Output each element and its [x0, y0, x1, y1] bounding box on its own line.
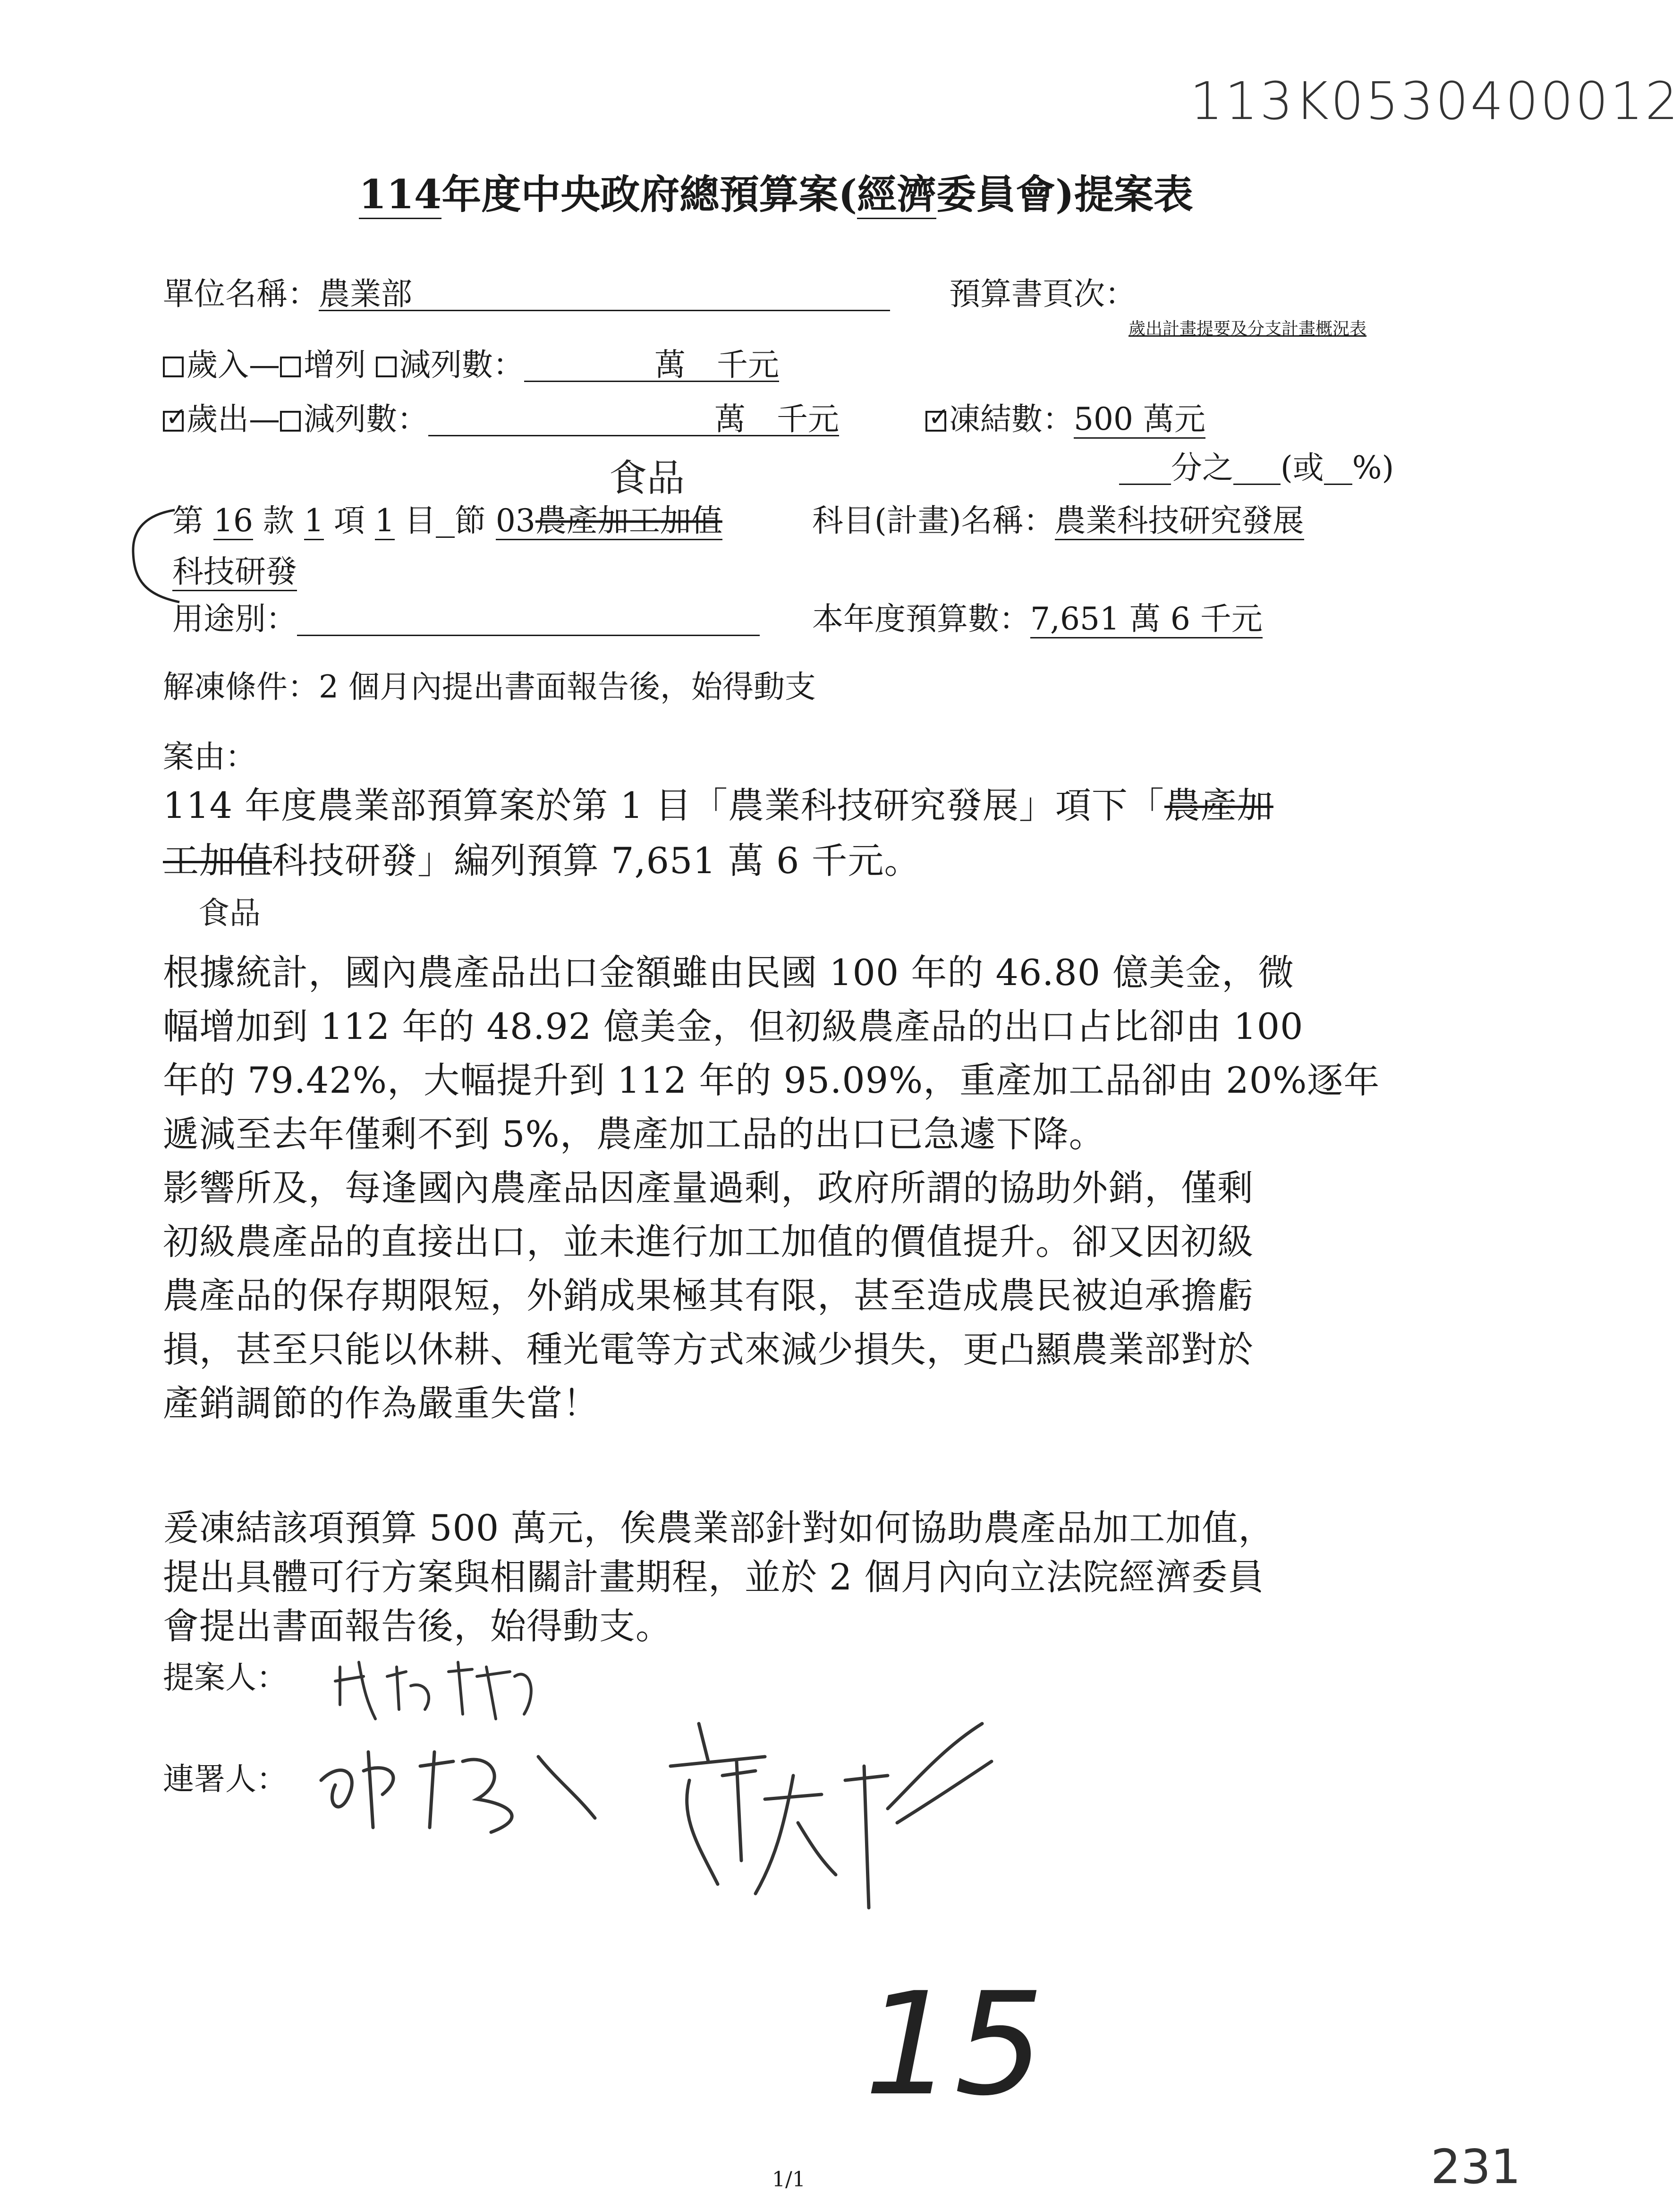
- subject-row: [812, 502, 1304, 539]
- expenditure-checkbox[interactable]: [163, 411, 184, 432]
- handwritten-correction: 食品: [609, 456, 685, 500]
- item-kuan-label: 款: [263, 502, 294, 539]
- usage-value: [297, 604, 760, 636]
- corner-number: 231: [1431, 2139, 1521, 2194]
- title-suffix: 委員會)提案表: [936, 171, 1193, 218]
- item-jie-label: 節: [454, 502, 486, 539]
- unfreeze-condition: 解凍條件：2 個月內提出書面報告後，始得動支: [163, 669, 816, 705]
- revenue-part2: 增列: [304, 347, 366, 383]
- case-p2: [163, 952, 1380, 1439]
- revenue-checkbox[interactable]: [163, 357, 184, 377]
- subject-label: 科目(計畫)名稱：: [812, 502, 1055, 539]
- title-committee: 經濟: [857, 171, 936, 219]
- case-heading: 案由：: [163, 739, 256, 775]
- fraction-row: [1119, 452, 1394, 485]
- revenue-row: [163, 349, 779, 382]
- case-p2-line: 影響所及，每逢國內農產品因產量過剩，政府所謂的協助外銷，僅剩: [163, 1167, 1254, 1209]
- case-p2-line: 幅增加到 112 年的 48.92 億美金，但初級農產品的出口占比卻由 100: [163, 1005, 1304, 1047]
- handwritten-page-number: 15: [864, 1962, 1044, 2127]
- usage-label: 用途別：: [172, 601, 297, 637]
- stamp-number: 113K0530400012: [1190, 71, 1680, 131]
- case-p1-line1-struck: 農產加: [1164, 784, 1273, 826]
- case-p1-line1: [163, 784, 1273, 826]
- freeze-value: 500 萬元: [1074, 401, 1205, 439]
- cosigner-signature-1: [312, 1724, 604, 1846]
- fraction-blank-1: [1119, 452, 1171, 485]
- case-p2-line: 產銷調節的作為嚴重失當！: [163, 1382, 599, 1424]
- case-p3: [163, 1507, 1275, 1658]
- case-p1-handwritten: 食品: [198, 895, 261, 931]
- title-prefix: 年度中央政府總預算案(: [441, 171, 857, 218]
- case-p2-line: 損，甚至只能以休耕、種光電等方式來減少損失，更凸顯農業部對於: [163, 1328, 1254, 1370]
- case-p1-line1-a: 114 年度農業部預算案於第 1 目「農業科技研究發展」項下「: [163, 784, 1164, 826]
- expenditure-part1: 歲出—: [187, 401, 280, 437]
- proposer-signature: [331, 1648, 548, 1728]
- item-xiang: 1: [304, 502, 324, 540]
- unit-value: 農業部: [319, 279, 890, 311]
- case-p2-line: 初級農產品的直接出口，並未進行加工加值的價值提升。卻又因初級: [163, 1221, 1254, 1263]
- case-p3-line: 提出具體可行方案與相關計畫期程，並於 2 個月內向立法院經濟委員: [163, 1556, 1264, 1598]
- case-p2-line: 根據統計，國內農產品出口金額雖由民國 100 年的 46.80 億美金，微: [163, 952, 1295, 994]
- case-p3-line: 會提出書面報告後，始得動支。: [163, 1605, 672, 1647]
- revenue-part1: 歲入—: [187, 347, 280, 383]
- subject-continuation-text: 科技研發: [172, 553, 297, 591]
- page-indicator: 1/1: [772, 2168, 806, 2192]
- fraction-part1: 分之: [1171, 450, 1233, 486]
- item-row: [172, 502, 722, 539]
- page-title: [359, 171, 1193, 218]
- revenue-decrease-checkbox[interactable]: [376, 357, 397, 377]
- expenditure-decrease-checkbox[interactable]: [280, 411, 301, 432]
- case-p1-line2: [163, 840, 921, 882]
- case-p1-line2-struck: 工加值: [163, 840, 272, 882]
- usage-row: [172, 601, 760, 637]
- case-p3-line: 爰凍結該項預算 500 萬元，俟農業部針對如何協助農產品加工加值，: [163, 1507, 1275, 1549]
- item-mu: 1: [375, 502, 395, 540]
- budget-row: [812, 601, 1263, 637]
- freeze-label: 凍結數：: [949, 401, 1074, 437]
- item-jie-struck: 農產加工加值: [535, 502, 722, 540]
- case-p2-line: 農產品的保存期限短，外銷成果極其有限，甚至造成農民被迫承擔虧: [163, 1275, 1254, 1317]
- expenditure-amount: 萬 千元: [428, 404, 839, 436]
- revenue-amount: 萬 千元: [524, 349, 779, 382]
- unit-row: [163, 276, 890, 312]
- case-p2-line: 遞減至去年僅剩不到 5%，農產加工品的出口已急遽下降。: [163, 1113, 1105, 1155]
- revenue-part3: 減列數：: [399, 347, 524, 383]
- unit-label: 單位名稱：: [163, 276, 319, 312]
- expenditure-row: [163, 401, 839, 437]
- fraction-blank-2: [1233, 452, 1281, 485]
- budget-page-label: 預算書頁次：: [949, 276, 1136, 312]
- fraction-part2: (或: [1281, 450, 1324, 486]
- item-di: 第: [172, 502, 204, 539]
- freeze-checkbox[interactable]: [925, 411, 946, 432]
- freeze-row: [925, 401, 1205, 437]
- proposer-label: 提案人：: [163, 1659, 288, 1696]
- budget-value: 7,651 萬 6 千元: [1030, 601, 1263, 638]
- item-kuan: 16: [213, 502, 253, 540]
- cosigner-signature-2: [642, 1705, 1001, 1922]
- budget-page-note: 歲出計畫提要及分支計畫概況表: [1128, 319, 1367, 339]
- cosigner-label: 連署人：: [163, 1761, 288, 1797]
- subject-continuation: [172, 553, 297, 590]
- subject-value: 農業科技研究發展: [1055, 502, 1304, 540]
- case-p1-line2-b: 科技研發」編列預算 7,651 萬 6 千元。: [272, 840, 921, 882]
- item-mu-label: 目: [404, 502, 436, 539]
- budget-label: 本年度預算數：: [812, 601, 1030, 637]
- item-jie: 03: [496, 502, 535, 540]
- item-xiang-label: 項: [333, 502, 365, 539]
- case-p2-line: 年的 79.42%，大幅提升到 112 年的 95.09%，重產加工品卻由 20%逐年: [163, 1059, 1380, 1101]
- fraction-blank-3: [1324, 452, 1352, 485]
- revenue-increase-checkbox[interactable]: [280, 357, 301, 377]
- item-jie-blank: [436, 505, 455, 538]
- title-year: 114: [359, 171, 441, 219]
- expenditure-part2: 減列數：: [304, 401, 428, 437]
- fraction-part3: %): [1352, 450, 1394, 486]
